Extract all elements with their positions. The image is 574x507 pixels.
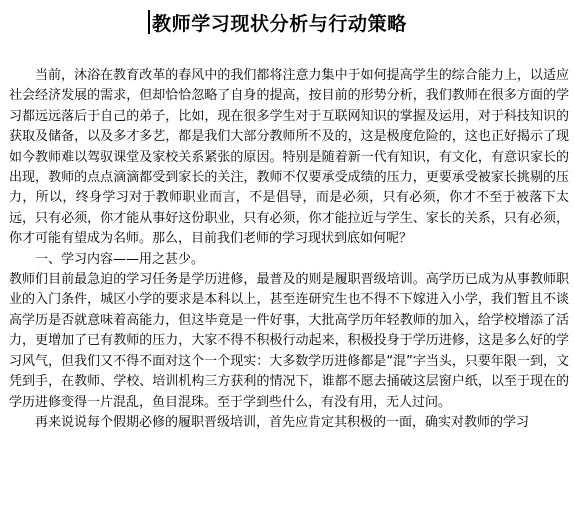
title-area <box>148 8 407 36</box>
section-heading-learning-content[interactable]: 一、学习内容——用之甚少。 <box>35 251 205 267</box>
paragraph-holiday-training[interactable]: 再来说说每个假期必修的履职晋级培训，首先应肯定其积极的一面，确实对教师的学习 <box>35 414 530 430</box>
document-body[interactable] <box>9 66 569 433</box>
paragraph-degree-study[interactable]: 教师们目前最急迫的学习任务是学历进修，最普及的则是履职晋级培训。高学历已成为从事教师职业的入门条件，城区小学的要求是本科以上，甚至连研究生也不得不下嫁进入小学，我们暂且不谈高学历是否就意味着高能力，但这毕竟是一件好事，大批高学历年轻教师的加入，给学校增添了活力，更增加了已有教师的压力，大家不得不积极行动起来，积极投身于学历进修，这是多么好的学习风气，但我们又不得不面对这个一个现实：大多数学历进修都是“混”字当头，只要年限一到，文凭到手，在教师、学校、培训机构三方获利的情况下，谁都不愿去捅破这层窗户纸，以至于现在的学历进修变得一片混乱，鱼目混珠。至于学到些什么，有没有用，无人过问。 <box>9 272 569 410</box>
text-cursor <box>148 10 150 34</box>
paragraph-intro[interactable]: 当前，沐浴在教育改革的春风中的我们都将注意力集中于如何提高学生的综合能力上，以适应社会经济发展的需求，但却恰恰忽略了自身的提高，按目前的形势分析，我们教师在很多方面的学习都远远落后于自己的弟子，比如，现在很多学生对于互联网知识的掌握及运用，对于科技知识的获取及储备，以及多才多艺，都是我们大部分教师所不及的，这是极度危险的，这也正好揭示了现如今教师难以驾驭课堂及家校关系紧张的原因。特别是随着新一代有知识，有文化，有意识家长的出现，教师的点点滴滴都受到家长的关注，教师不仅要承受成绩的压力，更要承受被家长挑剔的压力，所以，终身学习对于教师职业而言，不是倡导，而是必须，只有必须，你才不至于被落下太远，只有必须，你才能从事好这份职业，只有必须，你才能拉近与学生、家长的关系，只有必须，你才可能有望成为名师。那么，目前我们老师的学习现状到底如何呢？ <box>9 68 569 247</box>
document-title[interactable]: 教师学习现状分析与行动策略 <box>152 12 407 35</box>
